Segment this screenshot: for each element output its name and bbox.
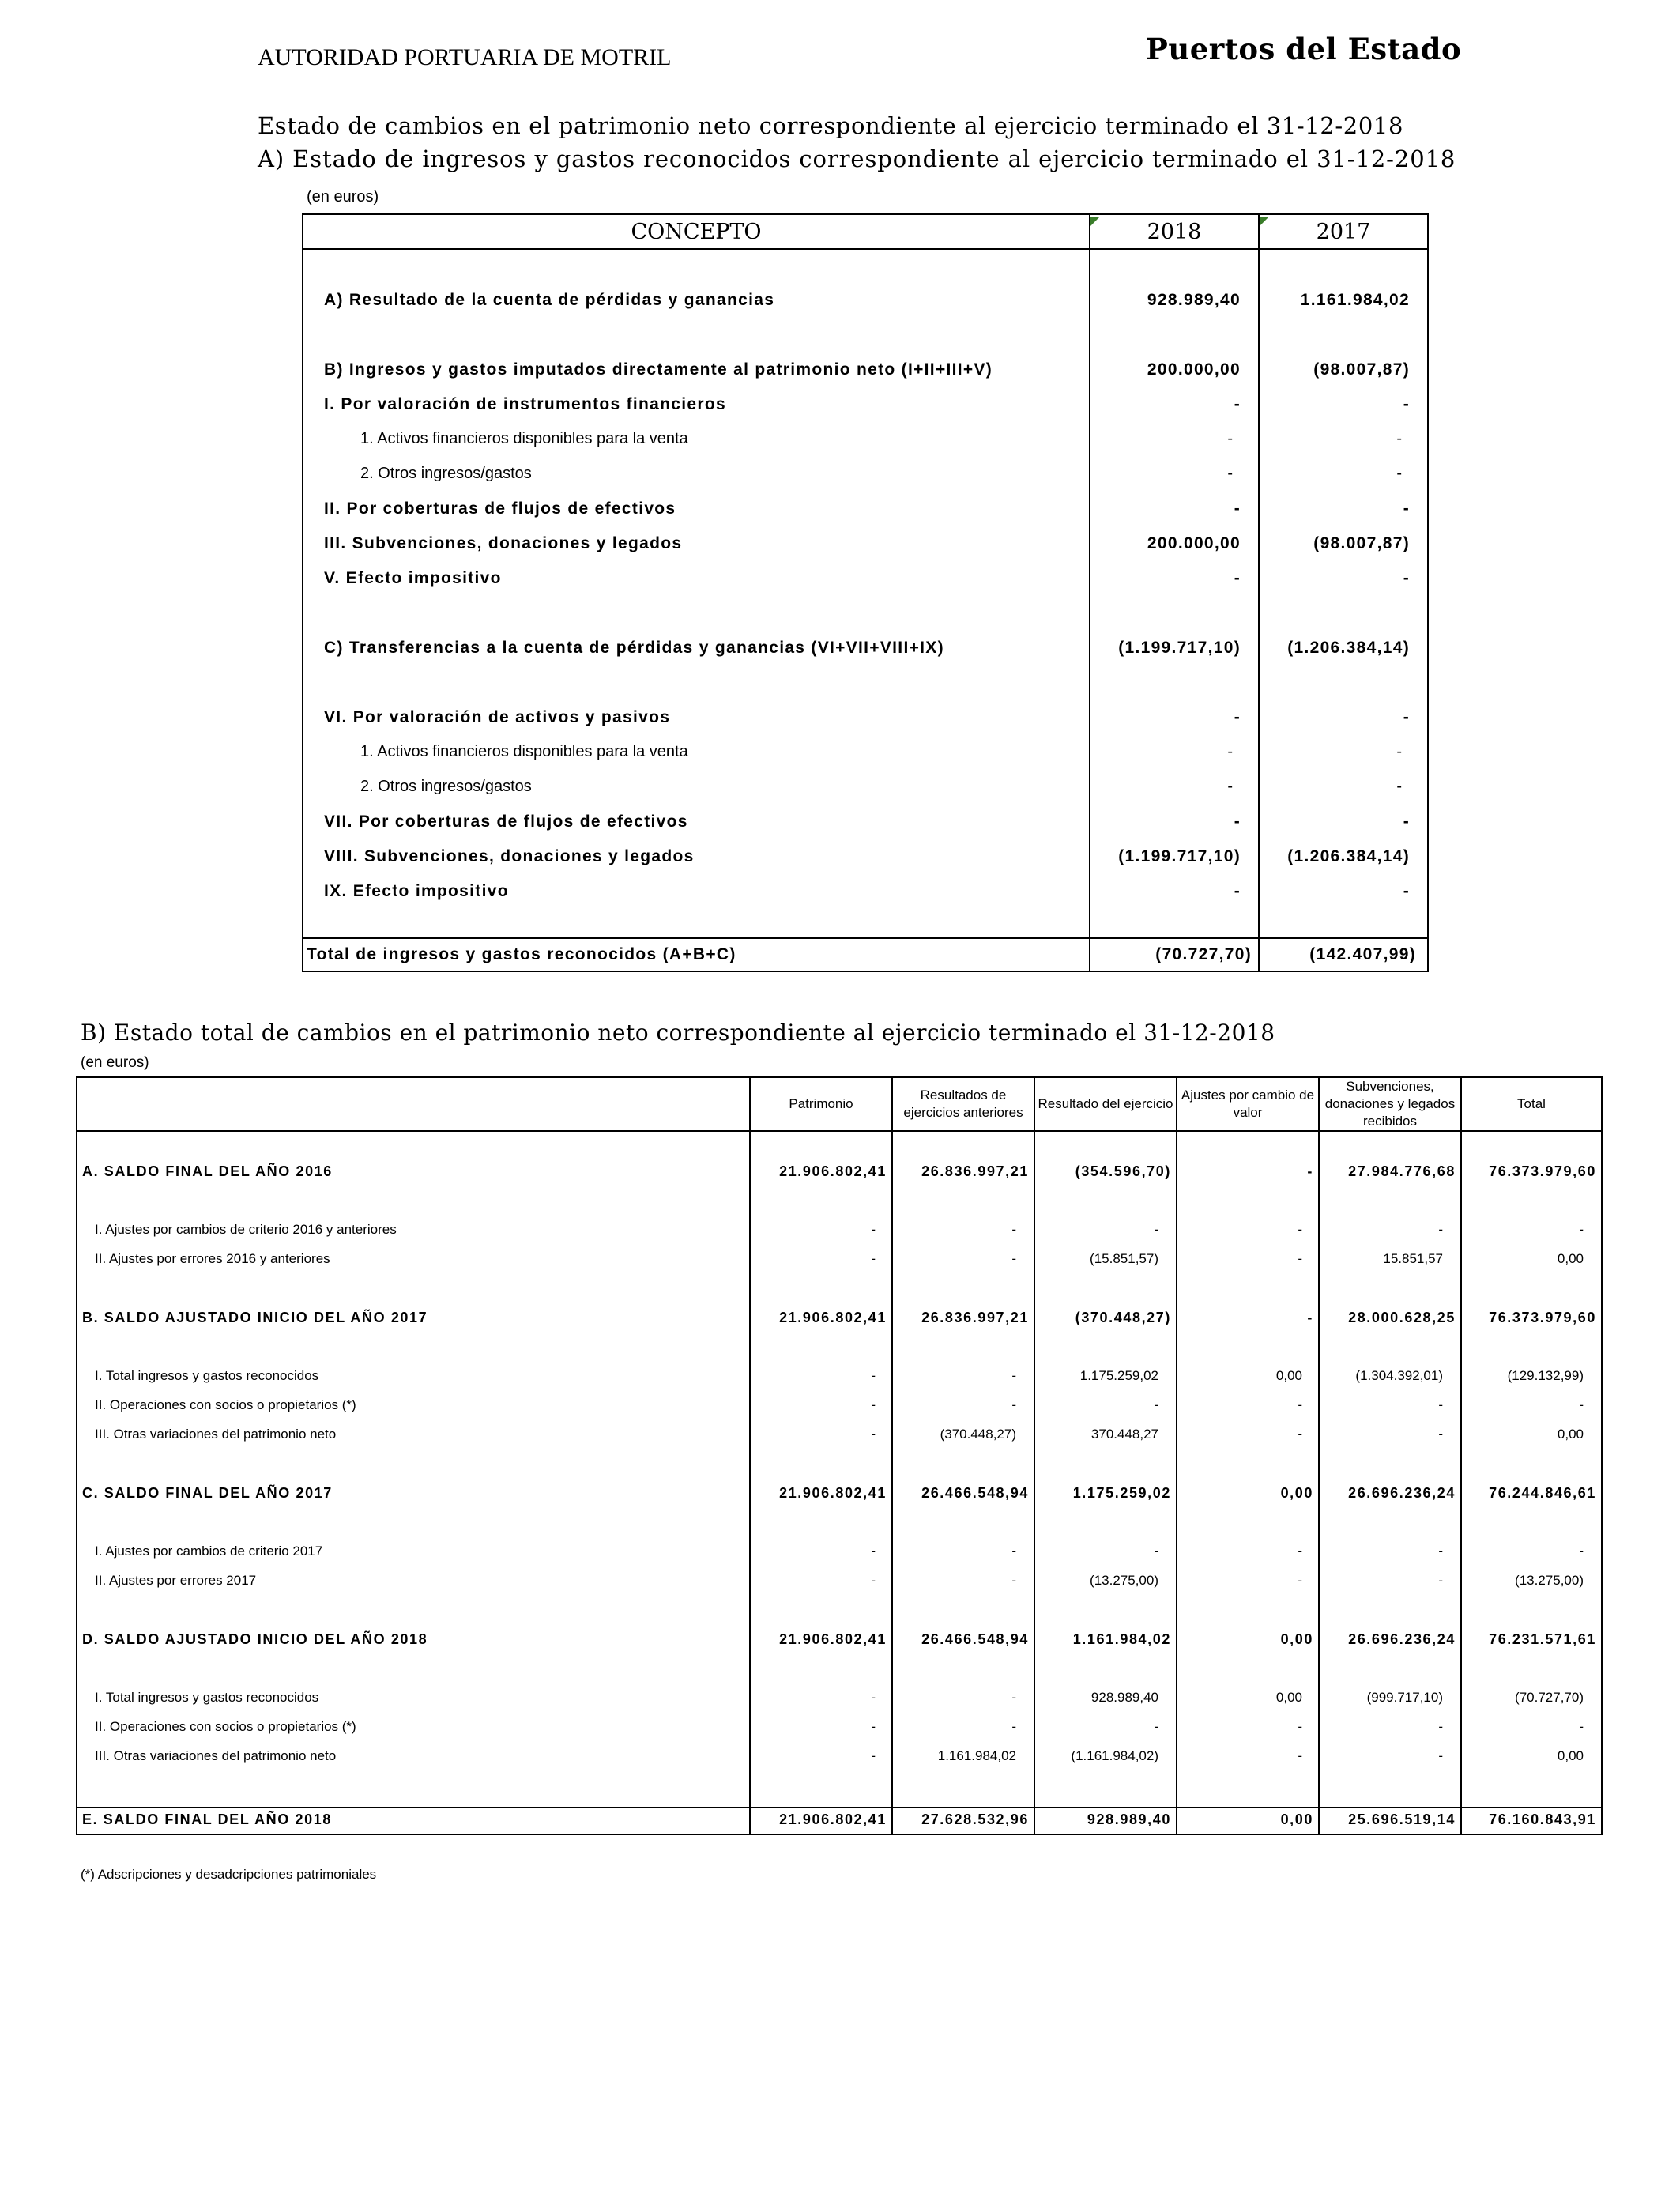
row-label: I. Ajustes por cambios de criterio 2016 y anteriores: [95, 1222, 397, 1237]
header-concept: CONCEPTO: [631, 220, 762, 244]
cell-value: 0,00: [1280, 1811, 1313, 1827]
header-divider: [77, 1130, 1601, 1132]
cell-value: -: [871, 1427, 876, 1442]
cell-value: -: [1579, 1222, 1584, 1237]
cell-value: 0,00: [1557, 1748, 1584, 1763]
cell-value: 26.696.236,24: [1348, 1485, 1456, 1501]
row-label: E. SALDO FINAL DEL AÑO 2018: [82, 1811, 332, 1827]
cell-value: (354.596,70): [1075, 1163, 1171, 1179]
row-label: II. Ajustes por errores 2016 y anteriores: [95, 1251, 330, 1266]
cell-value: -: [871, 1719, 876, 1734]
cell-value: 27.628.532,96: [921, 1811, 1029, 1827]
total-row: Total de ingresos y gastos reconocidos (A+B+C) (70.727,70) (142.407,99): [307, 945, 1416, 963]
cell-value: 0,00: [1275, 1690, 1302, 1705]
row-label: A. SALDO FINAL DEL AÑO 2016: [82, 1163, 333, 1179]
row-label: D. SALDO AJUSTADO INICIO DEL AÑO 2018: [82, 1631, 428, 1647]
table-row: II. Por coberturas de flujos de efectivos - -: [324, 499, 1410, 518]
table-row: A) Resultado de la cuenta de pérdidas y ganancias 928.989,40 1.161.984,02: [324, 291, 1410, 309]
header-ajustes: Ajustes por cambio de valor: [1181, 1088, 1315, 1120]
table-row: [77, 1573, 1601, 1593]
cell-value: -: [1011, 1397, 1016, 1412]
cell-value: 76.373.979,60: [1489, 1163, 1596, 1179]
cell-value: 1.161.984,02: [937, 1748, 1016, 1763]
cell-value: 26.466.548,94: [921, 1631, 1029, 1647]
cell-value: -: [1011, 1690, 1016, 1705]
cell-value: 26.836.997,21: [921, 1310, 1029, 1325]
row-label: B. SALDO AJUSTADO INICIO DEL AÑO 2017: [82, 1310, 428, 1325]
table-row: [77, 1719, 1601, 1740]
cell-value: 21.906.802,41: [779, 1485, 887, 1501]
cell-value: -: [1438, 1719, 1443, 1734]
cell-value: -: [871, 1748, 876, 1763]
cell-value: 0,00: [1557, 1251, 1584, 1266]
cell-value: -: [871, 1397, 876, 1412]
cell-value: 0,00: [1275, 1368, 1302, 1383]
cell-value: 28.000.628,25: [1348, 1310, 1456, 1325]
cell-value: (1.161.984,02): [1071, 1748, 1158, 1763]
comment-marker-icon: [1090, 217, 1100, 226]
table-row: 1. Activos financieros disponibles para la venta - -: [360, 430, 1402, 447]
table-row: 2. Otros ingresos/gastos - -: [360, 778, 1402, 795]
table-row: VII. Por coberturas de flujos de efectivos - -: [324, 812, 1410, 831]
cell-value: (370.448,27): [1075, 1310, 1171, 1325]
cell-value: 370.448,27: [1090, 1427, 1158, 1442]
cell-value: -: [1307, 1163, 1313, 1179]
cell-value: 0,00: [1280, 1485, 1313, 1501]
table-row: B) Ingresos y gastos imputados directamente al patrimonio neto (I+II+III+V) 200.000,00 (98.007,87): [324, 360, 1410, 379]
cell-value: 928.989,40: [1087, 1811, 1171, 1827]
table-row: VIII. Subvenciones, donaciones y legados (1.199.717,10) (1.206.384,14): [324, 847, 1410, 865]
cell-value: 76.244.846,61: [1489, 1485, 1596, 1501]
table-row: [77, 1222, 1601, 1242]
table-row: IX. Efecto impositivo - -: [324, 882, 1410, 900]
table-row: [77, 1690, 1601, 1710]
summary-row: [77, 1310, 1601, 1330]
header-total: Total: [1517, 1096, 1546, 1111]
cell-value: 1.161.984,02: [1072, 1631, 1171, 1647]
cell-value: -: [1011, 1368, 1016, 1383]
cell-value: 21.906.802,41: [779, 1310, 887, 1325]
brand-name: Puertos del Estado: [1146, 32, 1462, 66]
header-divider: [303, 248, 1427, 250]
unit-label: (en euros): [81, 1054, 149, 1071]
cell-value: (13.275,00): [1515, 1573, 1584, 1588]
cell-value: (1.304.392,01): [1355, 1368, 1443, 1383]
cell-value: 928.989,40: [1090, 1690, 1158, 1705]
table-row: 2. Otros ingresos/gastos - -: [360, 465, 1402, 482]
row-label: III. Otras variaciones del patrimonio neto: [95, 1427, 337, 1442]
header-2018: 2018: [1147, 220, 1202, 244]
header-resultados-anteriores: Resultados de ejercicios anteriores: [903, 1088, 1023, 1120]
cell-value: (129.132,99): [1507, 1368, 1584, 1383]
table-row: [77, 1397, 1601, 1418]
cell-value: -: [1154, 1397, 1158, 1412]
cell-value: -: [1154, 1222, 1158, 1237]
total-divider: [77, 1807, 1601, 1808]
cell-value: (999.717,10): [1366, 1690, 1443, 1705]
cell-value: -: [1438, 1222, 1443, 1237]
cell-value: -: [1298, 1544, 1302, 1559]
cell-value: -: [1307, 1310, 1313, 1325]
cell-value: -: [1579, 1719, 1584, 1734]
section-b-title: B) Estado total de cambios en el patrimonio neto correspondiente al ejercicio terminado el 31-12-2018: [81, 1020, 1275, 1046]
cell-value: 1.175.259,02: [1079, 1368, 1158, 1383]
cell-value: (13.275,00): [1090, 1573, 1158, 1588]
cell-value: -: [1298, 1251, 1302, 1266]
cell-value: 76.231.571,61: [1489, 1631, 1596, 1647]
cell-value: 26.696.236,24: [1348, 1631, 1456, 1647]
row-label: C. SALDO FINAL DEL AÑO 2017: [82, 1485, 333, 1501]
cell-value: -: [1438, 1427, 1443, 1442]
cell-value: -: [1011, 1573, 1016, 1588]
summary-row: [77, 1163, 1601, 1184]
row-label: II. Ajustes por errores 2017: [95, 1573, 257, 1588]
cell-value: 76.160.843,91: [1489, 1811, 1596, 1827]
header-patrimonio: Patrimonio: [789, 1096, 853, 1111]
cell-value: 25.696.519,14: [1348, 1811, 1456, 1827]
comment-marker-icon: [1260, 217, 1269, 226]
cell-value: -: [1011, 1222, 1016, 1237]
equity-changes-table: [76, 1076, 1603, 1835]
cell-value: -: [871, 1368, 876, 1383]
cell-value: 21.906.802,41: [779, 1811, 887, 1827]
cell-value: -: [1579, 1397, 1584, 1412]
header-subvenciones: Subvenciones, donaciones y legados recibidos: [1324, 1079, 1456, 1129]
cell-value: -: [1438, 1397, 1443, 1412]
table-row: C) Transferencias a la cuenta de pérdidas y ganancias (VI+VII+VIII+IX) (1.199.717,10) (1.206.384,14): [324, 639, 1410, 657]
summary-row: [77, 1485, 1601, 1506]
table-row: III. Subvenciones, donaciones y legados 200.000,00 (98.007,87): [324, 534, 1410, 552]
summary-row: [77, 1811, 1601, 1832]
row-label: I. Total ingresos y gastos reconocidos: [95, 1368, 319, 1383]
table-row: [77, 1544, 1601, 1564]
cell-value: (370.448,27): [940, 1427, 1016, 1442]
cell-value: -: [1011, 1251, 1016, 1266]
summary-row: [77, 1631, 1601, 1652]
cell-value: 21.906.802,41: [779, 1163, 887, 1179]
unit-label: (en euros): [307, 188, 379, 205]
cell-value: 0,00: [1280, 1631, 1313, 1647]
cell-value: -: [1298, 1573, 1302, 1588]
row-label: I. Ajustes por cambios de criterio 2017: [95, 1544, 323, 1559]
table-row: [77, 1748, 1601, 1769]
cell-value: 26.466.548,94: [921, 1485, 1029, 1501]
document-title: Estado de cambios en el patrimonio neto correspondiente al ejercicio terminado el 31-12-2018: [258, 112, 1404, 139]
cell-value: (70.727,70): [1515, 1690, 1584, 1705]
cell-value: -: [871, 1573, 876, 1588]
cell-value: -: [1438, 1544, 1443, 1559]
table-row: VI. Por valoración de activos y pasivos - -: [324, 708, 1410, 726]
cell-value: -: [1579, 1544, 1584, 1559]
cell-value: -: [1154, 1719, 1158, 1734]
footnote: (*) Adscripciones y desadcripciones patrimoniales: [81, 1867, 377, 1882]
cell-value: -: [871, 1222, 876, 1237]
header-2017: 2017: [1316, 220, 1371, 244]
cell-value: -: [871, 1251, 876, 1266]
cell-value: -: [1298, 1719, 1302, 1734]
cell-value: 27.984.776,68: [1348, 1163, 1456, 1179]
cell-value: 26.836.997,21: [921, 1163, 1029, 1179]
table-row: [77, 1251, 1601, 1272]
cell-value: -: [871, 1544, 876, 1559]
section-a-title: A) Estado de ingresos y gastos reconocidos correspondiente al ejercicio terminado el 31-12-2018: [258, 145, 1456, 172]
cell-value: -: [1438, 1748, 1443, 1763]
cell-value: -: [1298, 1222, 1302, 1237]
row-label: III. Otras variaciones del patrimonio neto: [95, 1748, 337, 1763]
total-divider: [303, 937, 1427, 939]
cell-value: -: [1298, 1748, 1302, 1763]
organization-name: AUTORIDAD PORTUARIA DE MOTRIL: [258, 44, 672, 70]
cell-value: -: [1011, 1544, 1016, 1559]
cell-value: (15.851,57): [1090, 1251, 1158, 1266]
cell-value: -: [1438, 1573, 1443, 1588]
cell-value: 21.906.802,41: [779, 1631, 887, 1647]
cell-value: -: [1154, 1544, 1158, 1559]
cell-value: 1.175.259,02: [1072, 1485, 1171, 1501]
cell-value: -: [871, 1690, 876, 1705]
table-row: V. Efecto impositivo - -: [324, 569, 1410, 587]
cell-value: -: [1298, 1397, 1302, 1412]
cell-value: 0,00: [1557, 1427, 1584, 1442]
row-label: I. Total ingresos y gastos reconocidos: [95, 1690, 319, 1705]
row-label: II. Operaciones con socios o propietarios (*): [95, 1397, 356, 1412]
cell-value: 76.373.979,60: [1489, 1310, 1596, 1325]
row-label: II. Operaciones con socios o propietarios (*): [95, 1719, 356, 1734]
cell-value: -: [1298, 1427, 1302, 1442]
table-row: [77, 1427, 1601, 1447]
table-row: I. Por valoración de instrumentos financieros - -: [324, 395, 1410, 413]
income-expense-table: [302, 213, 1429, 972]
header-resultado-ejercicio: Resultado del ejercicio: [1038, 1096, 1173, 1111]
table-row: 1. Activos financieros disponibles para la venta - -: [360, 743, 1402, 760]
table-row: [77, 1368, 1601, 1389]
cell-value: 15.851,57: [1383, 1251, 1443, 1266]
cell-value: -: [1011, 1719, 1016, 1734]
